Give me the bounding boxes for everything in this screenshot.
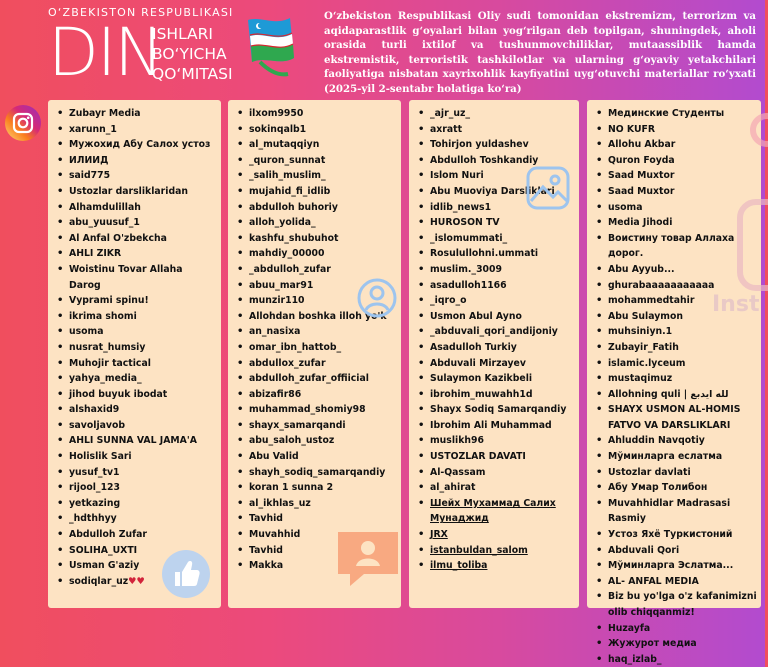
list-item: • Asadulloh Turkiy	[416, 340, 575, 356]
list-item: • Zubayr Media	[55, 106, 217, 122]
list-item: • abuu_mar91	[235, 278, 397, 294]
thumbs-up-icon	[160, 548, 212, 600]
list-item: • Al Anfal O'zbekcha	[55, 231, 217, 247]
user-circle-icon	[356, 277, 398, 319]
list-item: • Шейх Мухаммад Салих Мунаджид	[416, 496, 575, 527]
list-item: • usoma	[55, 324, 217, 340]
list-item: • ikrima shomi	[55, 309, 217, 325]
list-item: • Tavhid	[235, 543, 397, 559]
list-item: • Мединские Студенты	[594, 106, 757, 122]
list-item: • usoma	[594, 200, 757, 216]
list-item: • Muhojir tactical	[55, 356, 217, 372]
list-item: • Абу Умар Толибон	[594, 480, 757, 496]
list-item: • al_mutaqqiyn	[235, 137, 397, 153]
list-item: • jihod buyuk ibodat	[55, 387, 217, 403]
list-item: • _abduvali_qori_andijoniy	[416, 324, 575, 340]
list-item: • Usmon Abul Ayno	[416, 309, 575, 325]
list-item: • axratt	[416, 122, 575, 138]
list-item: • Мўминларга Эслатма...	[594, 558, 757, 574]
list-item: • abizafir86	[235, 387, 397, 403]
list-item: • NO KUFR	[594, 122, 757, 138]
list-item: • muhsiniyn.1	[594, 324, 757, 340]
list-item: • an_nasixa	[235, 324, 397, 340]
list-item: • Shayx Sodiq Samarqandiy	[416, 402, 575, 418]
list-item: • rijool_123	[55, 480, 217, 496]
list-item: • Allohu Akbar	[594, 137, 757, 153]
list-item: • Saad Muxtor	[594, 184, 757, 200]
list-item: • ilxom9950	[235, 106, 397, 122]
list-item: • mujahid_fi_idlib	[235, 184, 397, 200]
list-item: • Abdulloh Toshkandiy	[416, 153, 575, 169]
list-item: • istanbuldan_salom	[416, 543, 575, 559]
list-item: • Media Jihodi	[594, 215, 757, 231]
list-item: • ИЛИИД	[55, 153, 217, 169]
list-item: • abu_saloh_ustoz	[235, 433, 397, 449]
account-list-2	[235, 106, 397, 574]
uzbekistan-flag-icon	[238, 14, 300, 80]
list-item: • Tohirjon yuldashev	[416, 137, 575, 153]
list-item: • _abdulloh_zufar	[235, 262, 397, 278]
chat-user-icon	[334, 528, 402, 590]
list-item: • alshaxid9	[55, 402, 217, 418]
list-item: • Quron Foyda	[594, 153, 757, 169]
list-item: • al_ahirat	[416, 480, 575, 496]
list-item: • AHLI ZIKR	[55, 246, 217, 262]
list-item: • AL- ANFAL MEDIA	[594, 574, 757, 590]
list-item: • Alhamdulillah	[55, 200, 217, 216]
logo-lines	[152, 24, 233, 84]
list-item: • Воистину товар Аллаха дорог.	[594, 231, 757, 262]
list-item: • alloh_yolida_	[235, 215, 397, 231]
list-item: • Ibrohim Ali Muhammad	[416, 418, 575, 434]
list-item: • shayh_sodiq_samarqandiy	[235, 465, 397, 481]
list-item: • Huzayfa	[594, 621, 757, 637]
list-item: • HUROSON TV	[416, 215, 575, 231]
list-column-1	[48, 100, 221, 608]
account-list-4	[594, 106, 760, 667]
list-item: • _islomummati_	[416, 231, 575, 247]
list-item: • mohammedtahir	[594, 293, 757, 309]
list-item: • SHAYX USMON AL-HOMIS FATVO VA DARSLIKLARI	[594, 402, 757, 433]
list-item: • kashfu_shubuhot	[235, 231, 397, 247]
list-item: • abu_yuusuf_1	[55, 215, 217, 231]
list-item: • Al-Qassam	[416, 465, 575, 481]
list-item: • Ustozlar darsliklaridan	[55, 184, 217, 200]
list-item: • mustaqimuz	[594, 371, 757, 387]
list-item: • USTOZLAR DAVATI	[416, 449, 575, 465]
list-item: • islamic.lyceum	[594, 356, 757, 372]
list-item: • Rosulullohni.ummati	[416, 246, 575, 262]
list-item: • haq_izlab_	[594, 652, 757, 667]
instagram-watermark-text: Inst	[712, 292, 760, 317]
list-item: • Vyprami spinu!	[55, 293, 217, 309]
list-item: • Abu Ayyub...	[594, 262, 757, 278]
list-item: • ibrohim_muwahh1d	[416, 387, 575, 403]
list-item: • JRX	[416, 527, 575, 543]
logo-din: DIN	[48, 14, 162, 91]
list-item: • Usman G'aziy	[55, 558, 217, 574]
list-item: • _quron_sunnat	[235, 153, 397, 169]
list-item: • Abu Valid	[235, 449, 397, 465]
list-item: • Biz bu yo'lga o'z kafanimizni olib chiqqanmiz!	[594, 589, 757, 620]
list-item: • _hdthhyy	[55, 511, 217, 527]
list-item: • Tavhid	[235, 511, 397, 527]
list-item: • Allohning quli | لله ایدبع	[594, 387, 757, 403]
list-item: • sokinqalb1	[235, 122, 397, 138]
list-item: • Устоз Яхё Туркистоний	[594, 527, 757, 543]
list-item: • Abu Muoviya Darsliklari	[416, 184, 575, 200]
list-item: • yusuf_tv1	[55, 465, 217, 481]
logo-superscript: O‘ZBEKISTON RESPUBLIKASI	[48, 6, 234, 19]
list-item: • Abduvali Qori	[594, 543, 757, 559]
list-item: • said775	[55, 168, 217, 184]
list-item: • Жужурот медиа	[594, 636, 757, 652]
list-item: • Sulaymon Kazikbeli	[416, 371, 575, 387]
heart-icon: ♥♥	[128, 575, 145, 587]
list-item: • Мужохид Абу Салох устоз	[55, 137, 217, 153]
list-item: • Holislik Sari	[55, 449, 217, 465]
list-item: • ghurabaaaaaaaaaaa	[594, 278, 757, 294]
list-item: • al_ikhlas_uz	[235, 496, 397, 512]
list-item: • yetkazing	[55, 496, 217, 512]
list-item: • idlib_news1	[416, 200, 575, 216]
logo-line-2: BO‘YICHA	[152, 45, 227, 63]
list-item: • Мўминларга еслатма	[594, 449, 757, 465]
list-item: • asadulloh1166	[416, 278, 575, 294]
list-item: • savoljavob	[55, 418, 217, 434]
list-item: • _iqro_o	[416, 293, 575, 309]
list-item: • muslikh96	[416, 433, 575, 449]
list-item: • Allohdan boshka illoh yo'k	[235, 309, 397, 325]
list-item: • mahdiy_00000	[235, 246, 397, 262]
list-item: • Makka	[235, 558, 397, 574]
logo-line-3: QO‘MITASI	[152, 65, 233, 83]
list-column-4	[587, 100, 761, 665]
list-item: • Woistinu Tovar Allaha Darog	[55, 262, 217, 293]
list-item: • _ajr_uz_	[416, 106, 575, 122]
list-item: • yahya_media_	[55, 371, 217, 387]
account-list-1	[55, 106, 217, 589]
list-item: • Abduvali Mirzayev	[416, 356, 575, 372]
list-item: • ilmu_toliba	[416, 558, 575, 574]
list-item: • koran 1 sunna 2	[235, 480, 397, 496]
list-item: • Muvahhid	[235, 527, 397, 543]
list-item: • munzir110	[235, 293, 397, 309]
list-item: • Zubayir_Fatih	[594, 340, 757, 356]
list-item: • Muvahhidlar Madrasasi Rasmiy	[594, 496, 757, 527]
list-item: • Abu Sulaymon	[594, 309, 757, 325]
list-item: • Saad Muxtor	[594, 168, 757, 184]
image-icon	[525, 165, 571, 211]
list-item: • SOLIHA_UXTI	[55, 543, 217, 559]
list-item: • xarunn_1	[55, 122, 217, 138]
instagram-icon	[4, 104, 42, 142]
list-item: • Abdulloh Zufar	[55, 527, 217, 543]
list-item: • muslim._3009	[416, 262, 575, 278]
list-item: • abdullox_zufar	[235, 356, 397, 372]
list-item: • _salih_muslim_	[235, 168, 397, 184]
page-title: O‘zbekiston Respublikasi Oliy sudi tomonidan ekstremizm, terrorizm va aqidaparastlik g‘oyalari bilan yog‘rilgan deb topilgan, shuningdek, aholi orasida turli ixtilof va tushunmovchiliklar, mutaassiblik hamda ekstremistik, terroristik tashkilotlar va ularning g‘oyaviy yetakchilari faoliyatiga nisbatan xayrixohlik kayfiyatini uyg‘otuvchi materiallar ro‘yxati (2025-yil 2-sentabr holatiga ko‘ra)	[324, 10, 756, 95]
list-item: • abdulloh buhoriy	[235, 200, 397, 216]
list-item: • omar_ibn_hattob_	[235, 340, 397, 356]
logo-line-1: ISHLARI	[152, 25, 214, 43]
list-item: • shayx_samarqandi	[235, 418, 397, 434]
list-item: • Islom Nuri	[416, 168, 575, 184]
list-item: • Ahluddin Navqotiy	[594, 433, 757, 449]
list-item: • AHLI SUNNA VAL JAMA'A	[55, 433, 217, 449]
list-item: • Ustozlar davlati	[594, 465, 757, 481]
list-item: • sodiqlar_uz♥♥	[55, 574, 217, 590]
list-item: • muhammad_shomiy98	[235, 402, 397, 418]
list-item: • abdulloh_zufar_offiicial	[235, 371, 397, 387]
list-item: • nusrat_humsiy	[55, 340, 217, 356]
